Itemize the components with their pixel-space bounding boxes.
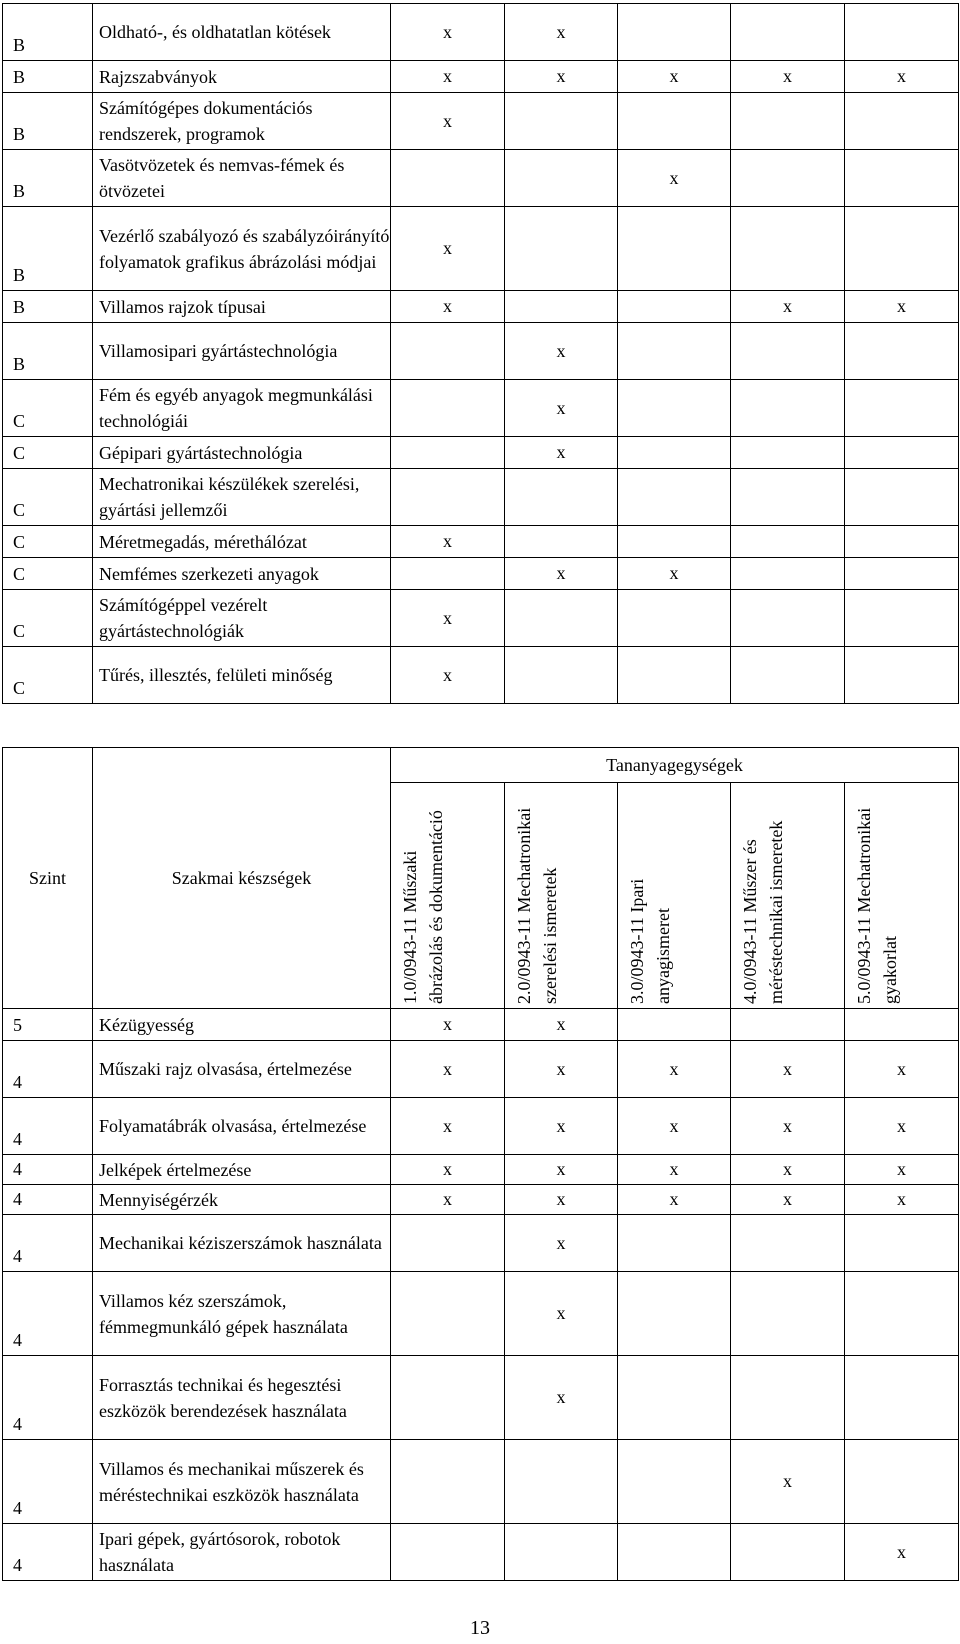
unit-mark bbox=[618, 1009, 731, 1041]
row-level: C bbox=[3, 437, 93, 469]
row-name: Nemfémes szerkezeti anyagok bbox=[93, 558, 391, 590]
table-row bbox=[3, 1356, 959, 1440]
unit-mark bbox=[618, 323, 731, 380]
unit-mark: x bbox=[505, 1215, 618, 1272]
unit-mark bbox=[845, 469, 959, 526]
row-name: Ipari gépek, gyártósorok, robotok használata bbox=[93, 1524, 391, 1581]
unit-mark bbox=[731, 1215, 845, 1272]
row-name: Mechatronikai készülékek szerelési, gyártási jellemzői bbox=[93, 469, 391, 526]
unit-mark bbox=[731, 647, 845, 704]
unit-mark: x bbox=[845, 1524, 959, 1581]
unit-mark bbox=[845, 1215, 959, 1272]
table-row bbox=[3, 93, 959, 150]
unit-mark: x bbox=[505, 1155, 618, 1185]
unit-mark bbox=[618, 1356, 731, 1440]
row-level: B bbox=[3, 4, 93, 61]
table-row bbox=[3, 1215, 959, 1272]
unit-mark: x bbox=[618, 61, 731, 93]
unit-mark: x bbox=[505, 1041, 618, 1098]
unit-mark: x bbox=[845, 61, 959, 93]
unit-mark bbox=[618, 380, 731, 437]
unit-mark bbox=[505, 1524, 618, 1581]
table-row bbox=[3, 1155, 959, 1185]
unit-mark bbox=[731, 93, 845, 150]
unit-mark: x bbox=[505, 323, 618, 380]
unit-mark: x bbox=[731, 1185, 845, 1215]
unit-mark bbox=[391, 437, 505, 469]
table-row bbox=[3, 469, 959, 526]
row-name: Fém és egyéb anyagok megmunkálási technológiái bbox=[93, 380, 391, 437]
unit-mark bbox=[505, 647, 618, 704]
unit-mark bbox=[731, 1356, 845, 1440]
unit-mark: x bbox=[391, 590, 505, 647]
unit-mark bbox=[391, 323, 505, 380]
unit-mark bbox=[391, 1524, 505, 1581]
row-name: Oldható-, és oldhatatlan kötések bbox=[93, 4, 391, 61]
row-name: Műszaki rajz olvasása, értelmezése bbox=[93, 1041, 391, 1098]
unit-mark: x bbox=[731, 1098, 845, 1155]
row-name: Villamos és mechanikai műszerek és méréstechnikai eszközök használata bbox=[93, 1440, 391, 1524]
unit-mark: x bbox=[505, 1272, 618, 1356]
row-level: 5 bbox=[3, 1009, 93, 1041]
unit-mark: x bbox=[731, 1155, 845, 1185]
row-name: Számítógépes dokumentációs rendszerek, programok bbox=[93, 93, 391, 150]
table-row bbox=[3, 380, 959, 437]
unit-mark: x bbox=[845, 1041, 959, 1098]
unit-mark: x bbox=[731, 1041, 845, 1098]
unit-header-3: 3.0/0943-11 Ipari anyagismeret bbox=[618, 783, 731, 1009]
row-name: Villamos kéz szerszámok, fémmegmunkáló gépek használata bbox=[93, 1272, 391, 1356]
unit-mark bbox=[618, 4, 731, 61]
unit-mark bbox=[618, 93, 731, 150]
unit-mark: x bbox=[505, 1009, 618, 1041]
table-row bbox=[3, 1041, 959, 1098]
unit-mark: x bbox=[505, 558, 618, 590]
row-name: Villamosipari gyártástechnológia bbox=[93, 323, 391, 380]
unit-mark: x bbox=[391, 1041, 505, 1098]
unit-mark bbox=[505, 93, 618, 150]
unit-mark bbox=[391, 1440, 505, 1524]
unit-mark bbox=[505, 207, 618, 291]
row-name: Mennyiségérzék bbox=[93, 1185, 391, 1215]
unit-mark bbox=[845, 93, 959, 150]
row-name: Méretmegadás, mérethálózat bbox=[93, 526, 391, 558]
unit-mark: x bbox=[731, 61, 845, 93]
unit-mark: x bbox=[391, 1185, 505, 1215]
row-name: Számítógéppel vezérelt gyártástechnológiák bbox=[93, 590, 391, 647]
header-units-group: Tananyagegységek bbox=[391, 748, 959, 783]
unit-header-5: 5.0/0943-11 Mechatronikai gyakorlat bbox=[845, 783, 959, 1009]
row-level: C bbox=[3, 558, 93, 590]
unit-mark: x bbox=[391, 1155, 505, 1185]
row-name: Kézügyesség bbox=[93, 1009, 391, 1041]
unit-mark bbox=[618, 647, 731, 704]
table-row bbox=[3, 207, 959, 291]
unit-mark bbox=[845, 558, 959, 590]
unit-mark bbox=[731, 1524, 845, 1581]
row-level: 4 bbox=[3, 1215, 93, 1272]
row-level: C bbox=[3, 590, 93, 647]
table-row bbox=[3, 1009, 959, 1041]
unit-mark bbox=[845, 4, 959, 61]
unit-mark bbox=[618, 469, 731, 526]
row-level: 4 bbox=[3, 1356, 93, 1440]
unit-mark bbox=[731, 4, 845, 61]
row-level: 4 bbox=[3, 1041, 93, 1098]
table-row bbox=[3, 4, 959, 61]
unit-mark: x bbox=[505, 437, 618, 469]
unit-mark: x bbox=[391, 61, 505, 93]
unit-mark bbox=[618, 526, 731, 558]
unit-mark: x bbox=[391, 1009, 505, 1041]
unit-mark bbox=[731, 150, 845, 207]
unit-mark: x bbox=[391, 526, 505, 558]
table-row bbox=[3, 150, 959, 207]
row-level: C bbox=[3, 469, 93, 526]
row-level: 4 bbox=[3, 1272, 93, 1356]
page-number: 13 bbox=[470, 1617, 490, 1639]
unit-mark bbox=[731, 526, 845, 558]
unit-mark bbox=[618, 291, 731, 323]
unit-mark bbox=[391, 558, 505, 590]
table-row bbox=[3, 1440, 959, 1524]
row-name: Gépipari gyártástechnológia bbox=[93, 437, 391, 469]
unit-mark: x bbox=[845, 1155, 959, 1185]
unit-mark bbox=[505, 291, 618, 323]
table-row bbox=[3, 61, 959, 93]
row-name: Mechanikai kéziszerszámok használata bbox=[93, 1215, 391, 1272]
unit-mark bbox=[845, 1356, 959, 1440]
unit-mark: x bbox=[505, 4, 618, 61]
unit-mark bbox=[618, 1215, 731, 1272]
unit-mark bbox=[505, 590, 618, 647]
unit-mark: x bbox=[391, 647, 505, 704]
unit-mark: x bbox=[845, 291, 959, 323]
row-name: Tűrés, illesztés, felületi minőség bbox=[93, 647, 391, 704]
unit-mark bbox=[731, 590, 845, 647]
row-name: Villamos rajzok típusai bbox=[93, 291, 391, 323]
header-skills: Szakmai készségek bbox=[93, 748, 391, 1009]
unit-mark: x bbox=[618, 1185, 731, 1215]
unit-mark bbox=[618, 1272, 731, 1356]
unit-mark: x bbox=[618, 1155, 731, 1185]
row-level: C bbox=[3, 526, 93, 558]
unit-mark bbox=[845, 150, 959, 207]
unit-mark: x bbox=[731, 291, 845, 323]
table-row bbox=[3, 323, 959, 380]
table-row bbox=[3, 1098, 959, 1155]
table-row bbox=[3, 647, 959, 704]
row-level: 4 bbox=[3, 1440, 93, 1524]
unit-mark: x bbox=[618, 150, 731, 207]
unit-mark bbox=[731, 469, 845, 526]
unit-mark: x bbox=[505, 61, 618, 93]
unit-mark: x bbox=[391, 291, 505, 323]
unit-mark bbox=[618, 207, 731, 291]
unit-mark bbox=[731, 437, 845, 469]
header-level: Szint bbox=[3, 748, 93, 1009]
unit-mark: x bbox=[618, 558, 731, 590]
unit-mark bbox=[618, 1524, 731, 1581]
unit-mark: x bbox=[391, 1098, 505, 1155]
row-level: 4 bbox=[3, 1524, 93, 1581]
row-name: Rajzszabványok bbox=[93, 61, 391, 93]
row-level: B bbox=[3, 150, 93, 207]
unit-mark: x bbox=[505, 1356, 618, 1440]
row-level: C bbox=[3, 647, 93, 704]
unit-mark: x bbox=[618, 1041, 731, 1098]
unit-mark bbox=[618, 590, 731, 647]
unit-mark bbox=[845, 526, 959, 558]
unit-mark: x bbox=[845, 1185, 959, 1215]
unit-mark bbox=[391, 469, 505, 526]
unit-mark bbox=[618, 437, 731, 469]
table-row bbox=[3, 291, 959, 323]
unit-mark: x bbox=[505, 1098, 618, 1155]
unit-mark bbox=[391, 1356, 505, 1440]
unit-header-2: 2.0/0943-11 Mechatronikai szerelési ismeretek bbox=[505, 783, 618, 1009]
unit-mark: x bbox=[391, 4, 505, 61]
unit-mark bbox=[731, 207, 845, 291]
row-level: C bbox=[3, 380, 93, 437]
table-row bbox=[3, 1185, 959, 1215]
unit-mark bbox=[845, 590, 959, 647]
unit-mark bbox=[731, 558, 845, 590]
unit-mark bbox=[845, 647, 959, 704]
unit-header-4: 4.0/0943-11 Műszer és méréstechnikai ismeretek bbox=[731, 783, 845, 1009]
unit-mark bbox=[731, 1009, 845, 1041]
unit-mark bbox=[505, 526, 618, 558]
table-row bbox=[3, 590, 959, 647]
row-name: Vasötvözetek és nemvas-fémek és ötvözetei bbox=[93, 150, 391, 207]
row-name: Vezérlő szabályozó és szabályzóirányító folyamatok grafikus ábrázolási módjai bbox=[93, 207, 391, 291]
unit-mark bbox=[618, 1440, 731, 1524]
unit-header-1: 1.0/0943-11 Műszaki ábrázolás és dokumentáció bbox=[391, 783, 505, 1009]
unit-mark bbox=[845, 1009, 959, 1041]
row-name: Folyamatábrák olvasása, értelmezése bbox=[93, 1098, 391, 1155]
unit-mark bbox=[845, 1440, 959, 1524]
row-level: 4 bbox=[3, 1185, 93, 1215]
unit-mark bbox=[505, 1440, 618, 1524]
unit-mark: x bbox=[391, 207, 505, 291]
unit-mark: x bbox=[505, 380, 618, 437]
table-row bbox=[3, 437, 959, 469]
unit-mark bbox=[845, 323, 959, 380]
unit-mark bbox=[731, 380, 845, 437]
row-level: B bbox=[3, 61, 93, 93]
table-row bbox=[3, 558, 959, 590]
row-level: B bbox=[3, 207, 93, 291]
row-level: B bbox=[3, 291, 93, 323]
unit-mark bbox=[731, 1272, 845, 1356]
row-name: Jelképek értelmezése bbox=[93, 1155, 391, 1185]
unit-mark bbox=[845, 380, 959, 437]
unit-mark bbox=[845, 207, 959, 291]
unit-mark: x bbox=[505, 1185, 618, 1215]
unit-mark bbox=[845, 1272, 959, 1356]
row-level: 4 bbox=[3, 1155, 93, 1185]
table-row bbox=[3, 1524, 959, 1581]
unit-mark bbox=[505, 150, 618, 207]
unit-mark bbox=[391, 1272, 505, 1356]
unit-mark bbox=[845, 437, 959, 469]
row-name: Forrasztás technikai és hegesztési eszközök berendezések használata bbox=[93, 1356, 391, 1440]
table-row bbox=[3, 526, 959, 558]
unit-mark: x bbox=[391, 93, 505, 150]
skills-table bbox=[2, 747, 959, 1581]
unit-mark bbox=[505, 469, 618, 526]
unit-mark: x bbox=[845, 1098, 959, 1155]
unit-mark bbox=[391, 150, 505, 207]
unit-mark bbox=[731, 323, 845, 380]
unit-mark bbox=[391, 1215, 505, 1272]
competency-table-continued bbox=[2, 3, 959, 704]
row-level: 4 bbox=[3, 1098, 93, 1155]
row-level: B bbox=[3, 323, 93, 380]
unit-mark bbox=[391, 380, 505, 437]
table-row bbox=[3, 1272, 959, 1356]
unit-mark: x bbox=[618, 1098, 731, 1155]
row-level: B bbox=[3, 93, 93, 150]
unit-mark: x bbox=[731, 1440, 845, 1524]
